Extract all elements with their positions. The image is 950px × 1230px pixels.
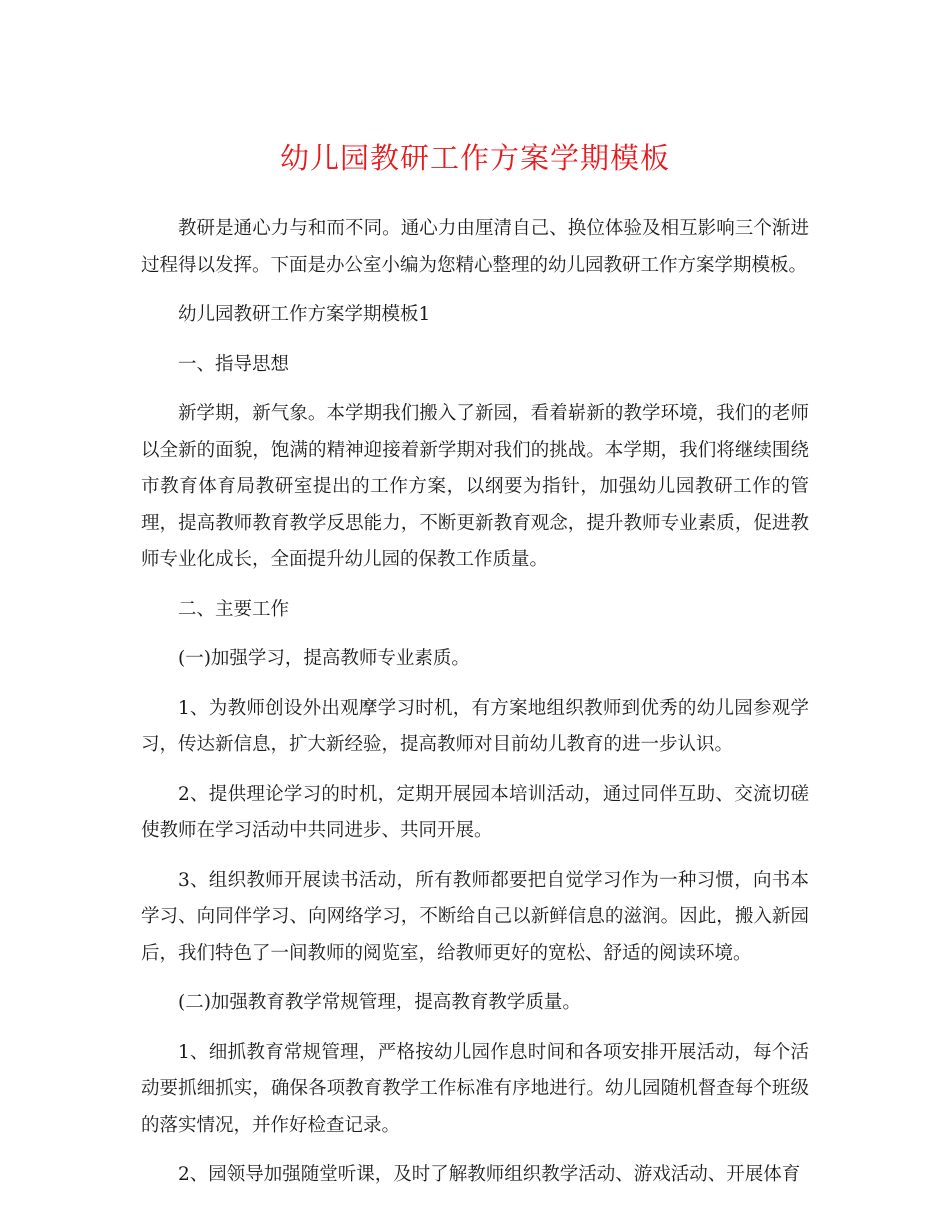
paragraph-item-1-3: 3、组织教师开展读书活动，所有教师都要把自觉学习作为一种习惯，向书本学习、向同伴学习、向网络学习，不断给自己以新鲜信息的滋润。因此，搬入新园后，我们特色了一间教师的阅览室，给教师更好的宽松、舒适的阅读环境。	[141, 869, 809, 964]
document-body	[141, 211, 809, 1207]
paragraph-subsection-2-heading: (二)加强教育教学常规管理，提高教育教学质量。	[178, 992, 581, 1013]
paragraph-item-1-1: 1、为教师创设外出观摩学习时机，有方案地组织教师到优秀的幼儿园参观学习，传达新信息，扩大新经验，提高教师对目前幼儿教育的进一步认识。	[141, 697, 809, 755]
paragraph-item-2-2: 2、园领导加强随堂听课，及时了解教师组织教学活动、游戏活动、开展体育	[178, 1164, 801, 1185]
paragraph-subsection-1-heading: (一)加强学习，提高教师专业素质。	[178, 648, 470, 669]
paragraph-guiding-thought: 新学期，新气象。本学期我们搬入了新园，看着崭新的教学环境，我们的老师以全新的面貌，饱满的精神迎接着新学期对我们的挑战。本学期，我们将继续围绕市教育体育局教研室提出的工作方案，以纲要为指针，加强幼儿园教研工作的管理，提高教师教育教学反思能力，不断更新教育观念，提升教师专业素质，促进教师专业化成长，全面提升幼儿园的保教工作质量。	[141, 403, 809, 570]
document-title: 幼儿园教研工作方案学期模板	[279, 141, 670, 175]
paragraph-section-2-heading: 二、主要工作	[178, 598, 290, 620]
paragraph-item-1-2: 2、提供理论学习的时机，定期开展园本培训活动，通过同伴互助、交流切磋使教师在学习活动中共同进步、共同开展。	[141, 783, 809, 841]
paragraph-intro: 教研是通心力与和而不同。通心力由厘清自己、换位体验及相互影响三个渐进过程得以发挥。下面是办公室小编为您精心整理的幼儿园教研工作方案学期模板。	[141, 218, 809, 276]
paragraph-section-1-heading: 一、指导思想	[178, 353, 290, 375]
paragraph-item-2-1: 1、细抓教育常规管理，严格按幼儿园作息时间和各项安排开展活动，每个活动要抓细抓实，确保各项教育教学工作标准有序地进行。幼儿园随机督查每个班级的落实情况，并作好检查记录。	[141, 1041, 809, 1136]
paragraph-template-heading: 幼儿园教研工作方案学期模板1	[178, 304, 431, 325]
